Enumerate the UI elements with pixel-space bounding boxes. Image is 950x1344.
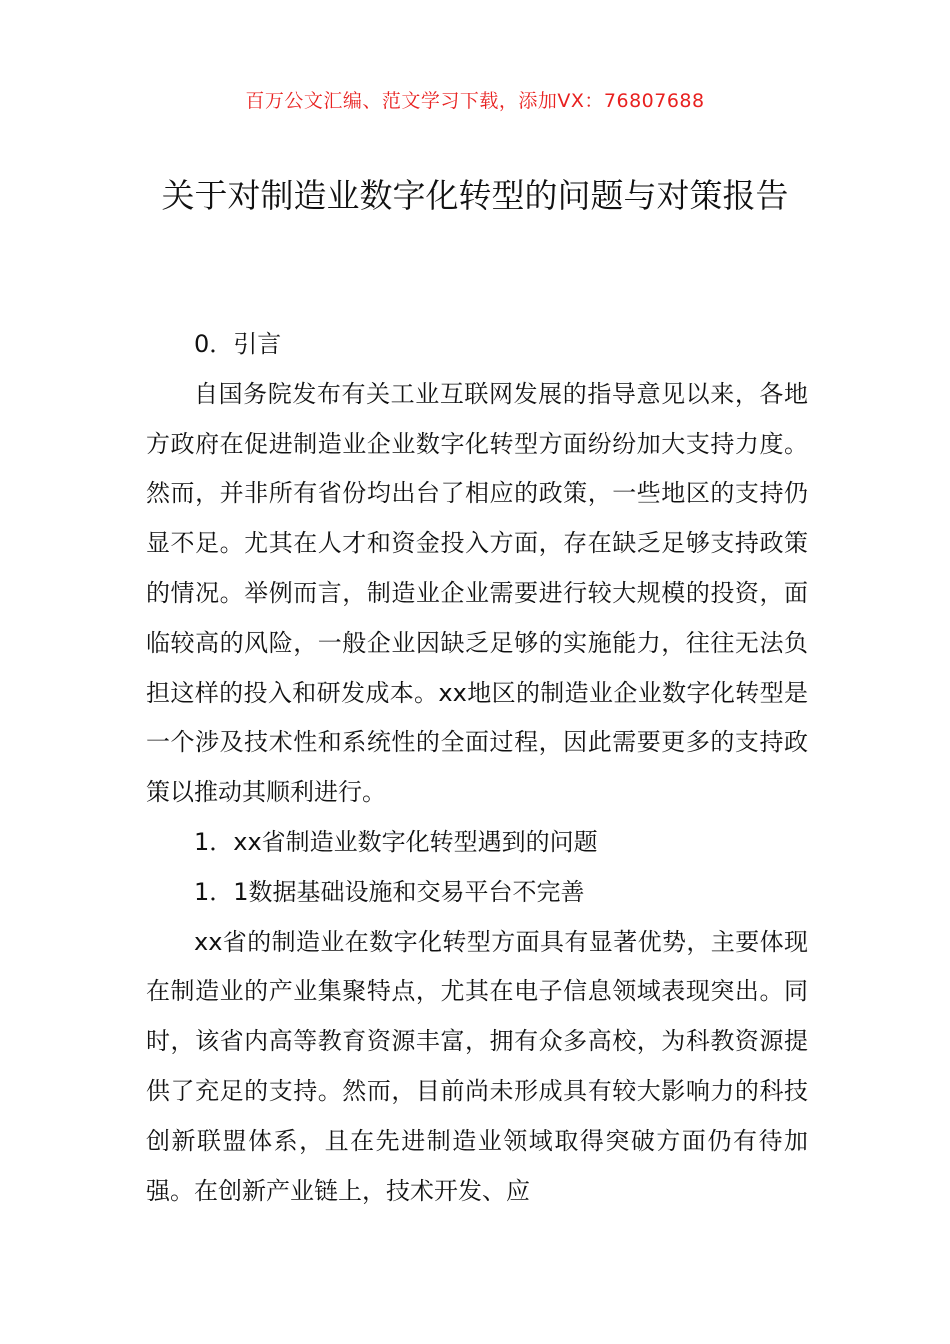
section-1-heading: 1．xx省制造业数字化转型遇到的问题	[194, 827, 598, 856]
document-body	[146, 320, 808, 1216]
section-1-1-paragraph: xx省的制造业在数字化转型方面具有显著优势，主要体现在制造业的产业集聚特点，尤其在电子信息领域表现突出。同时，该省内高等教育资源丰富，拥有众多高校，为科教资源提供了充足的支持。然而，目前尚未形成具有较大影响力的科技创新联盟体系，且在先进制造业领域取得突破方面仍有待加强。在创新产业链上，技术开发、应	[146, 927, 808, 1205]
intro-heading: 0．引言	[194, 330, 282, 358]
section-1-1-heading: 1．1数据基础设施和交易平台不完善	[194, 877, 585, 906]
document-title: 关于对制造业数字化转型的问题与对策报告	[161, 176, 789, 215]
intro-paragraph: 自国务院发布有关工业互联网发展的指导意见以来，各地方政府在促进制造业企业数字化转型方面纷纷加大支持力度。然而，并非所有省份均出台了相应的政策，一些地区的支持仍显不足。尤其在人才和资金投入方面，存在缺乏足够支持政策的情况。举例而言，制造业企业需要进行较大规模的投资，面临较高的风险，一般企业因缺乏足够的实施能力，往往无法负担这样的投入和研发成本。xx地区的制造业企业数字化转型是一个涉及技术性和系统性的全面过程，因此需要更多的支持政策以推动其顺利进行。	[146, 379, 808, 807]
download-promo-note: 百万公文汇编、范文学习下载，添加VX：76807688	[245, 90, 705, 112]
